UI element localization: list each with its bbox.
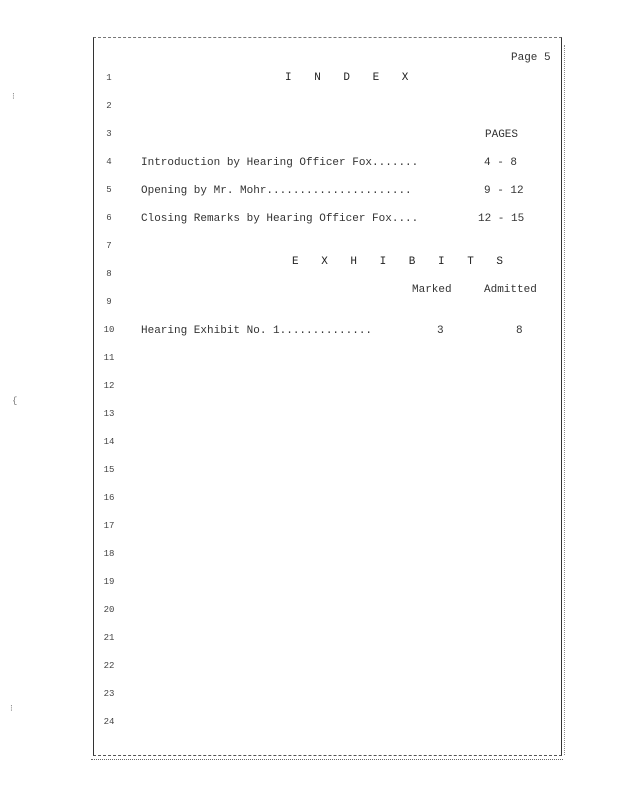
index-entry-text: Closing Remarks by Hearing Officer Fox.... — [141, 213, 419, 225]
line-number: 19 — [103, 577, 115, 587]
line-number: 2 — [106, 101, 112, 111]
line-number: 21 — [103, 633, 115, 643]
exhibits-column-admitted: Admitted — [484, 284, 537, 296]
line-number: 18 — [103, 549, 115, 559]
page-edge-right — [562, 45, 565, 755]
line-number: 24 — [103, 717, 115, 727]
line-number: 12 — [103, 381, 115, 391]
index-entry-text: Introduction by Hearing Officer Fox....... — [141, 157, 419, 169]
index-title: I N D E X — [285, 72, 417, 84]
line-number: 20 — [103, 605, 115, 615]
line-number: 22 — [103, 661, 115, 671]
line-number: 17 — [103, 521, 115, 531]
index-entry-pages: 4 - 8 — [484, 157, 518, 169]
margin-mark: ⁝ — [10, 704, 13, 714]
index-entry-pages: 9 - 12 — [484, 185, 524, 197]
exhibit-entry-text: Hearing Exhibit No. 1.............. — [141, 325, 373, 337]
margin-mark: { — [12, 396, 18, 406]
line-number: 15 — [103, 465, 115, 475]
line-number: 3 — [106, 129, 112, 139]
line-number: 11 — [103, 353, 115, 363]
exhibits-title: E X H I B I T S — [292, 256, 512, 268]
line-number: 7 — [106, 241, 112, 251]
exhibit-entry-admitted: 8 — [516, 325, 523, 337]
exhibit-entry-marked: 3 — [437, 325, 444, 337]
line-number: 1 — [106, 73, 112, 83]
index-entry-text: Opening by Mr. Mohr...................... — [141, 185, 412, 197]
line-number: 23 — [103, 689, 115, 699]
line-number: 16 — [103, 493, 115, 503]
line-number: 4 — [106, 157, 112, 167]
line-number: 13 — [103, 409, 115, 419]
line-number: 8 — [106, 269, 112, 279]
line-number: 14 — [103, 437, 115, 447]
index-entry-pages: 12 - 15 — [478, 213, 525, 225]
line-number: 5 — [106, 185, 112, 195]
transcript-page — [93, 37, 562, 756]
line-number: 9 — [106, 297, 112, 307]
line-number: 10 — [103, 325, 115, 335]
margin-mark: ⁝ — [12, 92, 15, 102]
pages-header: PAGES — [485, 129, 519, 141]
exhibits-column-marked: Marked — [412, 284, 452, 296]
line-number: 6 — [106, 213, 112, 223]
page-edge-bottom — [91, 756, 563, 760]
page-label: Page 5 — [511, 52, 551, 64]
